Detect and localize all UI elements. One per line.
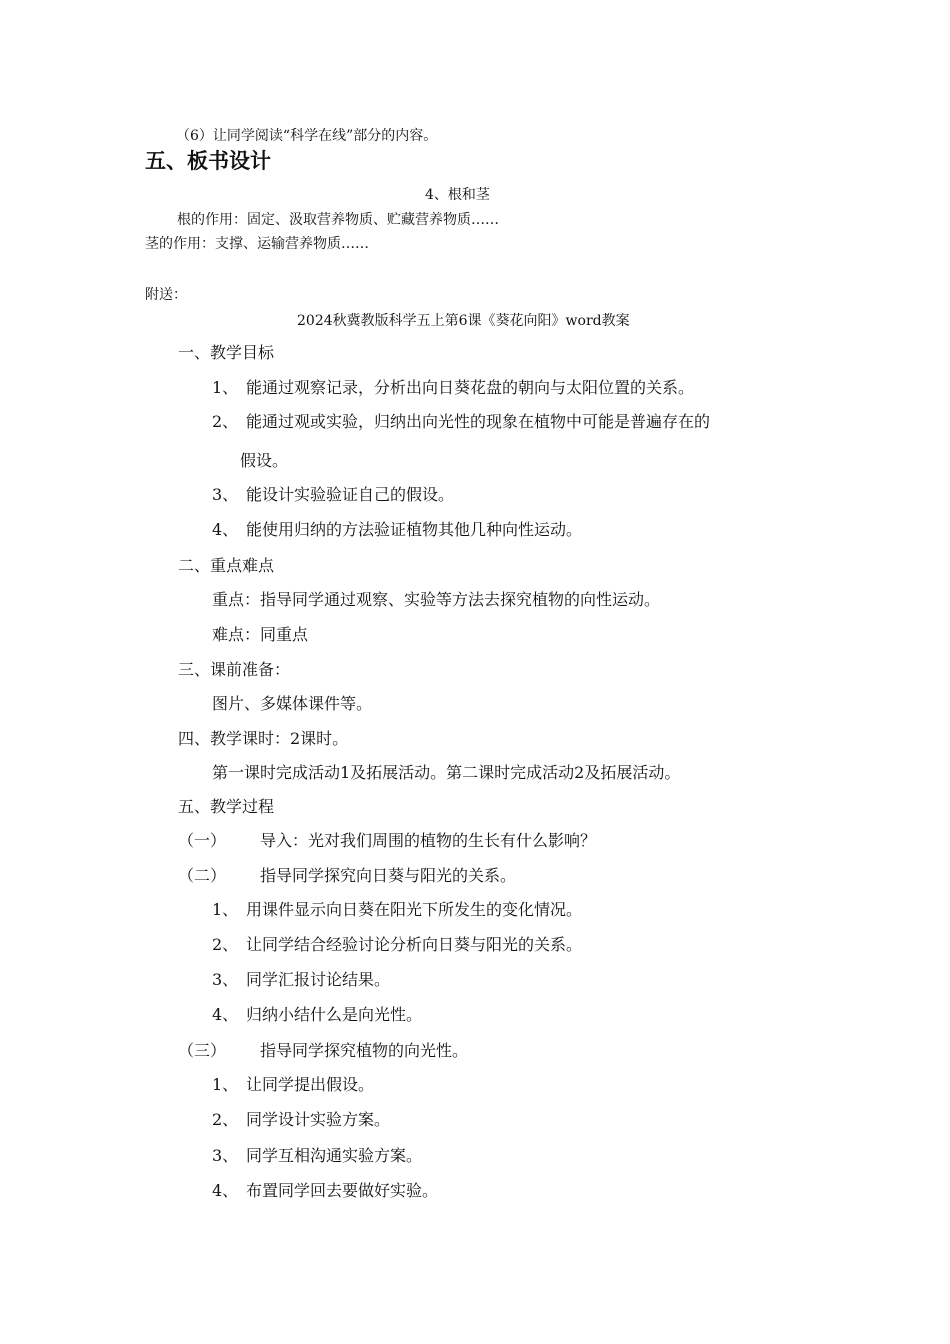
list-item bbox=[212, 900, 582, 919]
goal-number: 2、 bbox=[212, 412, 239, 431]
item-text: 让同学结合经验讨论分析向日葵与阳光的关系。 bbox=[246, 935, 583, 954]
item-text: 同学设计实验方案。 bbox=[246, 1110, 391, 1129]
part-number: （二） bbox=[178, 866, 227, 885]
part-number: （三） bbox=[178, 1041, 227, 1060]
hours-heading: 四、教学课时：2课时。 bbox=[178, 729, 349, 748]
goal-item bbox=[212, 378, 694, 397]
item-number: 3、 bbox=[212, 1146, 239, 1165]
hours-text: 第一课时完成活动1及拓展活动。第二课时完成活动2及拓展活动。 bbox=[212, 763, 681, 782]
item-text: 用课件显示向日葵在阳光下所发生的变化情况。 bbox=[246, 900, 583, 919]
root-function-line: 根的作用：固定、汲取营养物质、贮藏营养物质…… bbox=[177, 212, 499, 228]
item-text: 归纳小结什么是向光性。 bbox=[246, 1005, 423, 1024]
goal-text: 能使用归纳的方法验证植物其他几种向性运动。 bbox=[246, 520, 583, 539]
process-part-3 bbox=[178, 1041, 468, 1060]
appendix-title: 2024秋冀教版科学五上第6课《葵花向阳》word教案 bbox=[297, 313, 630, 329]
item-number: 4、 bbox=[212, 1005, 239, 1024]
key-point: 重点：指导同学通过观察、实验等方法去探究植物的向性运动。 bbox=[212, 590, 661, 609]
goal-item bbox=[212, 520, 582, 539]
item-6-text: （6）让同学阅读“科学在线”部分的内容。 bbox=[176, 128, 438, 144]
goal-item bbox=[212, 412, 710, 431]
process-heading: 五、教学过程 bbox=[178, 797, 275, 816]
item-number: 2、 bbox=[212, 935, 239, 954]
item-number: 2、 bbox=[212, 1110, 239, 1129]
goal-text: 能通过观察记录，分析出向日葵花盘的朝向与太阳位置的关系。 bbox=[246, 378, 695, 397]
item-number: 1、 bbox=[212, 900, 239, 919]
section-heading-board-design: 五、板书设计 bbox=[145, 149, 271, 173]
appendix-label: 附送： bbox=[145, 287, 187, 303]
stem-function-line: 茎的作用：支撑、运输营养物质…… bbox=[145, 236, 369, 252]
goal-continuation: 假设。 bbox=[240, 451, 289, 470]
item-text: 布置同学回去要做好实验。 bbox=[246, 1181, 439, 1200]
goal-text: 能设计实验验证自己的假设。 bbox=[246, 485, 455, 504]
part-text: 指导同学探究向日葵与阳光的关系。 bbox=[260, 866, 517, 885]
list-item bbox=[212, 1146, 422, 1165]
list-item bbox=[212, 1110, 390, 1129]
process-part-2 bbox=[178, 866, 516, 885]
item-number: 4、 bbox=[212, 1181, 239, 1200]
item-text: 让同学提出假设。 bbox=[246, 1075, 375, 1094]
goal-number: 1、 bbox=[212, 378, 239, 397]
goal-text: 能通过观或实验，归纳出向光性的现象在植物中可能是普遍存在的 bbox=[246, 412, 711, 431]
list-item bbox=[212, 1005, 422, 1024]
list-item bbox=[212, 970, 390, 989]
item-number: 3、 bbox=[212, 970, 239, 989]
list-item bbox=[212, 1181, 438, 1200]
goal-number: 3、 bbox=[212, 485, 239, 504]
list-item bbox=[212, 1075, 374, 1094]
goal-item bbox=[212, 485, 454, 504]
process-part-1 bbox=[178, 831, 596, 850]
item-number: 1、 bbox=[212, 1075, 239, 1094]
goals-heading: 一、教学目标 bbox=[178, 343, 275, 362]
prep-text: 图片、多媒体课件等。 bbox=[212, 694, 373, 713]
goal-number: 4、 bbox=[212, 520, 239, 539]
list-item bbox=[212, 935, 582, 954]
item-text: 同学互相沟通实验方案。 bbox=[246, 1146, 423, 1165]
part-text: 指导同学探究植物的向光性。 bbox=[260, 1041, 469, 1060]
part-number: （一） bbox=[178, 831, 227, 850]
difficult-point: 难点：同重点 bbox=[212, 625, 309, 644]
part-text: 导入：光对我们周围的植物的生长有什么影响？ bbox=[260, 831, 597, 850]
key-heading: 二、重点难点 bbox=[178, 556, 275, 575]
board-title: 4、根和茎 bbox=[425, 187, 490, 203]
prep-heading: 三、课前准备： bbox=[178, 660, 291, 679]
item-text: 同学汇报讨论结果。 bbox=[246, 970, 391, 989]
